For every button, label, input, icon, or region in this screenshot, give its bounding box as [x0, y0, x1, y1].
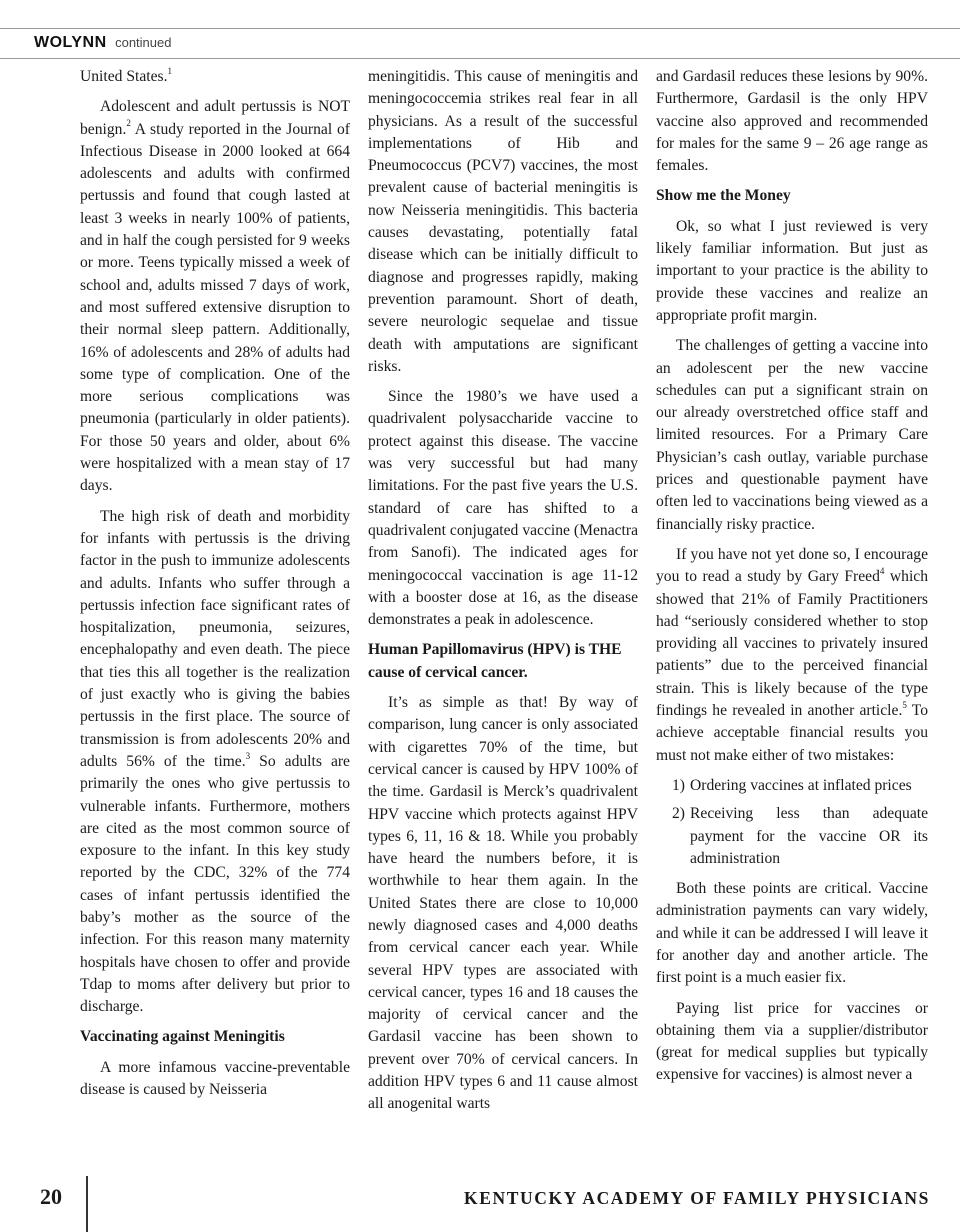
list-item: 2) Receiving less than adequate payment for the vaccine OR its administration	[672, 805, 928, 867]
footnote-ref: 3	[245, 750, 251, 761]
paragraph: Ok, so what I just reviewed is very likely familiar information. But just as important to your practice is the ability to provide these vaccines and realize an appropriate profit margin.	[656, 217, 928, 324]
footnote-ref: 4	[879, 566, 885, 577]
header-rule-bottom	[0, 58, 960, 59]
section-heading-hpv: Human Papillomavirus (HPV) is THE cause of cervical cancer.	[368, 641, 622, 681]
footnote-ref: 2	[126, 118, 131, 129]
column-3	[656, 66, 928, 1095]
paragraph: Adolescent and adult pertussis is NOT benign.$^2$ A study reported in the Journal of Infectious Disease in 2000 looked at 664 adolescents and adults with confirmed pertussis and found that cough lasted at least 3 weeks in nearly 100% of patients, and in half the cough persisted for 9 weeks or more. Teens typically missed a week of school and, adults missed 7 days of work, and most suffered extensive disruption to their normal sleep pattern. Additionally, 16% of adolescents and 28% of adults had some type of complication. One of the more serious complications was pneumonia (particularly in older patients). For those 50 years and older, about 6% were hospitalized with a mean stay of 17 days.	[80, 98, 350, 495]
paragraph: The high risk of death and morbidity for infants with pertussis is the driving factor in the push to immunize adolescents and adults. Infants who suffer through a pertussis infection face significant rates of hospitalization, pneumonia, seizures, encephalopathy and even death. The piece that ties this all together is the realization of just exactly who is giving the babies pertussis in the first place. The source of transmission is from adolescents 20% and adults 56% of the time.$^3$ So adults are primarily the ones who give pertussis to vulnerable infants. Furthermore, mothers are cited as the most common source of exposure to the infant. In this key study reported by the CDC, 32% of the 774 cases of infant pertussis identified the baby’s mother as the source of the infection. For this reason many maternity hospitals have chosen to offer and provide Tdap to moms after delivery but prior to discharge.	[80, 507, 350, 1016]
journal-name: KENTUCKY ACADEMY OF FAMILY PHYSICIANS	[464, 1188, 930, 1208]
running-head	[34, 34, 171, 52]
paragraph: It’s as simple as that! By way of comparison, lung cancer is only associated with cigarettes 70% of the time, but cervical cancer is caused by HPV 100% of the time. Gardasil is Merck’s quadrivalent HPV vaccine which protects against HPV types 6, 11, 16 & 18. While you probably have heard the numbers before, it is worthwhile to hear them again. In the United States there are close to 10,000 newly diagnosed cases and 4,000 deaths from cervical cancer each year. While several HPV types are associated with cervical cancer, types 16 and 18 causes the majority of cervical cancer and the Gardasil vaccine has been shown to prevent over 70% of cervical cancers. In addition HPV types 6 and 11 cause almost all anogenital warts	[368, 694, 638, 1113]
paragraph: Both these points are critical. Vaccine administration payments can vary widely, and while it can be addressed I will leave it for another day and another article. The first point is a much easier fix.	[656, 880, 928, 987]
paragraph: A more infamous vaccine-preventable disease is caused by Neisseria	[80, 1058, 350, 1099]
mistakes-list	[656, 775, 928, 870]
paragraph: Since the 1980’s we have used a quadrivalent polysaccharide vaccine to protect against this disease. The vaccine was very successful but had many limitations. For the past five years the U.S. standard of care has shifted to a quadrivalent conjugated vaccine (Menactra from Sanofi). The indicated ages for meningococcal vaccination is age 11-12 with a booster dose at 16, as the disease demonstrates a peak in adolescence.	[368, 388, 638, 629]
header-rule-top	[0, 28, 960, 29]
paragraph: Paying list price for vaccines or obtaining them via a supplier/distributor (great for medical supplies but typically expensive for vaccines) is almost never a	[656, 999, 928, 1084]
column-1	[80, 66, 350, 1109]
list-item: 1) Ordering vaccines at inflated prices	[672, 776, 912, 794]
paragraph: and Gardasil reduces these lesions by 90%. Furthermore, Gardasil is the only HPV vaccine also approved and recommended for males for the same 9 – 26 age range as females.	[656, 68, 928, 175]
running-head-continued: continued	[115, 35, 172, 50]
footnote-ref: 1	[167, 65, 172, 76]
paragraph: United States.$^1$	[80, 65, 172, 85]
running-head-author: WOLYNN	[34, 34, 107, 51]
paragraph: If you have not yet done so, I encourage you to read a study by Gary Freed$^4$ which showed that 21% of Family Practitioners had “seriously considered whether to stop providing all vaccines to privately insured patients” due to the perceived financial strain. This is likely because of the type findings he revealed in another article.$^5$ To achieve acceptable financial results you must not make either of two mistakes:	[656, 545, 929, 764]
footnote-ref: 5	[902, 699, 907, 710]
section-heading-meningitis: Vaccinating against Meningitis	[80, 1028, 285, 1046]
paragraph: The challenges of getting a vaccine into an adolescent per the new vaccine schedules can put a significant strain on our already overstretched office staff and limited resources. For a Primary Care Physician’s cash outlay, variable purchase prices and questionable payment have often led to vaccinations being viewed as a financially risky practice.	[656, 337, 928, 533]
page-number: 20	[40, 1184, 62, 1209]
section-heading-money: Show me the Money	[656, 187, 791, 205]
paragraph: meningitidis. This cause of meningitis and meningococcemia strikes real fear in all physicians. As a result of the successful implementations of Hib and Pneumococcus (PCV7) vaccines, the most prevalent cause of bacterial meningitis is now Neisseria meningitidis. This bacteria causes devastating, potentially fatal disease which can be initially difficult to diagnose and progresses rapidly, making prevention paramount. Short of death, severe neurologic sequelae and tissue death with amputations are significant risks.	[368, 68, 638, 375]
footer-divider	[86, 1176, 88, 1232]
column-2	[368, 66, 638, 1124]
